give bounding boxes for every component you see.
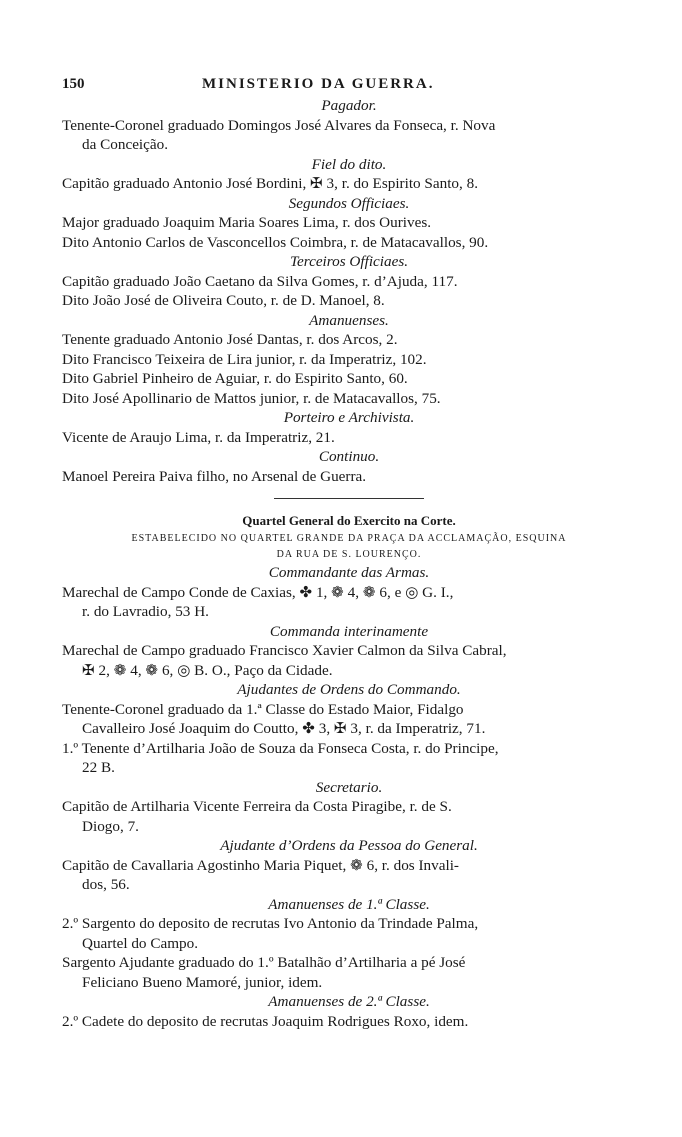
entry-continuation: Cavalleiro José Joaquim do Coutto, ✤ 3, ✠ 3, r. da Imperatriz, 71. bbox=[82, 720, 486, 737]
entry-line: Vicente de Araujo Lima, r. da Imperatriz, 21. bbox=[62, 428, 335, 446]
entry-line: Capitão graduado Antonio José Bordini, ✠ 3, r. do Espirito Santo, 8. bbox=[62, 175, 479, 192]
entry-continuation: dos, 56. bbox=[82, 876, 130, 893]
subheading-porteiro: Porteiro e Archivista. bbox=[283, 409, 415, 426]
entry-line: Dito Antonio Carlos de Vasconcellos Coimbra, r. de Matacavallos, 90. bbox=[62, 233, 489, 251]
section-subheading: DA RUA DE S. LOURENÇO. bbox=[276, 549, 422, 560]
entry-line: Sargento Ajudante graduado do 1.º Batalhão d’Artilharia a pé José bbox=[62, 954, 466, 971]
entry-continuation: r. do Lavradio, 53 H. bbox=[82, 603, 209, 620]
entry-line: Dito José Apollinario de Mattos junior, r. de Matacavallos, 75. bbox=[62, 389, 441, 407]
subheading-continuo: Continuo. bbox=[318, 448, 380, 465]
entry-continuation: da Conceição. bbox=[82, 136, 169, 153]
entry-line: Dito Gabriel Pinheiro de Aguiar, r. do Espirito Santo, 60. bbox=[62, 370, 408, 387]
subheading-amanuenses: Amanuenses. bbox=[309, 311, 389, 329]
entry-line: Manoel Pereira Paiva filho, no Arsenal de Guerra. bbox=[62, 467, 367, 485]
entry-continuation: Diogo, 7. bbox=[82, 817, 139, 835]
entry-line: Tenente graduado Antonio José Dantas, r. dos Arcos, 2. bbox=[62, 331, 398, 348]
entry-line: Tenente-Coronel graduado Domingos José Alvares da Fonseca, r. Nova bbox=[62, 116, 496, 134]
subheading-fiel: Fiel do dito. bbox=[311, 155, 387, 173]
entry-line: 2.º Cadete do deposito de recrutas Joaquim Rodrigues Roxo, idem. bbox=[62, 1012, 469, 1030]
entry-line: Tenente-Coronel graduado da 1.ª Classe do Estado Maior, Fidalgo bbox=[62, 700, 464, 718]
subheading-commanda: Commanda interinamente bbox=[269, 622, 429, 640]
subheading-secretario: Secretario. bbox=[315, 778, 383, 796]
subheading-ajudante-ordens: Ajudante d’Ordens da Pessoa do General. bbox=[220, 837, 478, 854]
entry-line: Dito Francisco Teixeira de Lira junior, r. da Imperatriz, 102. bbox=[62, 350, 427, 368]
entry-line: Marechal de Campo graduado Francisco Xavier Calmon da Silva Cabral, bbox=[62, 642, 507, 659]
section-divider bbox=[274, 498, 424, 499]
entry-line: Capitão de Cavallaria Agostinho Maria Piquet, ❁ 6, r. dos Invali- bbox=[62, 856, 459, 874]
entry-line: Capitão de Artilharia Vicente Ferreira da Costa Piragibe, r. de S. bbox=[62, 798, 452, 815]
page-header bbox=[62, 76, 636, 98]
section-heading: Quartel General do Exercito na Corte. bbox=[242, 513, 456, 528]
page-body bbox=[62, 96, 636, 1031]
entry-line: Dito João José de Oliveira Couto, r. de D. Manoel, 8. bbox=[62, 292, 385, 309]
subheading-commandante: Commandante das Armas. bbox=[268, 564, 430, 581]
entry-line: Capitão graduado João Caetano da Silva Gomes, r. d’Ajuda, 117. bbox=[62, 272, 458, 290]
subheading-ajudantes: Ajudantes de Ordens do Commando. bbox=[237, 681, 461, 698]
subheading-amanuenses-2: Amanuenses de 2.ª Classe. bbox=[268, 993, 430, 1010]
entry-line: Marechal de Campo Conde de Caxias, ✤ 1, ❁ 4, ❁ 6, e ◎ G. I., bbox=[62, 583, 454, 601]
subheading-segundos-officiaes: Segundos Officiaes. bbox=[288, 194, 410, 212]
page-number: 150 bbox=[62, 76, 85, 92]
entry-continuation: Quartel do Campo. bbox=[82, 934, 198, 952]
subheading-amanuenses-1: Amanuenses de 1.ª Classe. bbox=[268, 895, 430, 913]
entry-continuation: ✠ 2, ❁ 4, ❁ 6, ◎ B. O., Paço da Cidade. bbox=[82, 661, 333, 679]
entry-line: 1.º Tenente d’Artilharia João de Souza da Fonseca Costa, r. do Principe, bbox=[62, 739, 499, 757]
subheading-pagador: Pagador. bbox=[321, 97, 377, 114]
subheading-terceiros-officiaes: Terceiros Officiaes. bbox=[289, 253, 409, 270]
entry-line: 2.º Sargento do deposito de recrutas Ivo Antonio da Trindade Palma, bbox=[62, 915, 479, 932]
section-subheading: ESTABELECIDO NO QUARTEL GRANDE DA PRAÇA DA ACCLAMAÇÃO, ESQUINA bbox=[131, 533, 567, 544]
entry-line: Major graduado Joaquim Maria Soares Lima, r. dos Ourives. bbox=[62, 214, 432, 231]
entry-continuation: 22 B. bbox=[82, 759, 115, 776]
page-title: MINISTERIO DA GUERRA. bbox=[202, 76, 435, 92]
entry-continuation: Feliciano Bueno Mamoré, junior, idem. bbox=[82, 973, 323, 991]
